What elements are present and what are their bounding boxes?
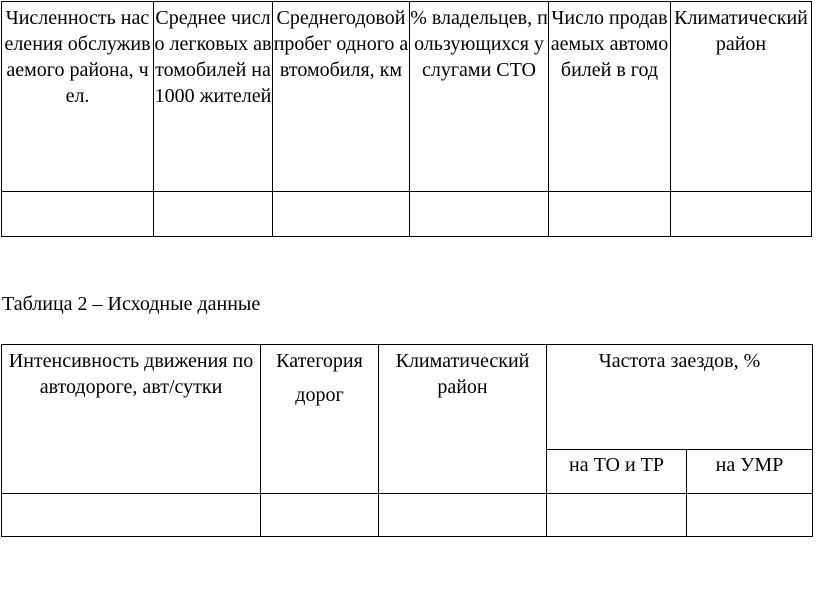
header-population: Численность населения обслуживаемого района, чел. bbox=[4, 7, 151, 107]
subheader-cell-umr bbox=[687, 450, 813, 494]
table-cell bbox=[273, 192, 410, 237]
header-climate: Климатический район bbox=[674, 7, 808, 55]
header-cell-climate-region bbox=[379, 345, 547, 494]
table-header-row bbox=[2, 2, 812, 192]
header-cell-cars-sold bbox=[549, 2, 671, 192]
header-road-category-line1: Категория bbox=[276, 350, 363, 372]
table-cell bbox=[547, 494, 687, 537]
subheader-to-tr: на ТО и ТР bbox=[568, 454, 665, 476]
header-sto-owners: % владельцев, пользующихся услугами СТО bbox=[410, 7, 548, 81]
table-cell bbox=[154, 192, 273, 237]
table-cell bbox=[379, 494, 547, 537]
header-cell-climate bbox=[671, 2, 812, 192]
table-cell bbox=[2, 494, 261, 537]
table-cell bbox=[549, 192, 671, 237]
header-cell-sto-owners bbox=[410, 2, 549, 192]
header-annual-mileage: Среднегодовой пробег одного автомобиля, км bbox=[273, 7, 409, 81]
header-cars-per-1000: Среднее число легковых автомобилей на 1000 жителей bbox=[154, 7, 272, 107]
table-cell bbox=[410, 192, 549, 237]
header-road-category-line2: дорог bbox=[295, 384, 344, 406]
table-cell bbox=[261, 494, 379, 537]
header-cars-sold: Число продаваемых автомобилей в год bbox=[550, 7, 669, 81]
table-cell bbox=[687, 494, 813, 537]
header-cell-cars-per-1000 bbox=[154, 2, 273, 192]
table-header-row bbox=[2, 345, 813, 450]
header-cell-population bbox=[2, 2, 154, 192]
table-row bbox=[2, 192, 812, 237]
subheader-umr: на УМР bbox=[715, 454, 784, 476]
header-intensity: Интенсивность движения по автодороге, авт/сутки bbox=[8, 350, 254, 398]
header-cell-road-category bbox=[261, 345, 379, 494]
table-cell bbox=[2, 192, 154, 237]
header-frequency: Частота заездов, % bbox=[598, 350, 761, 372]
header-cell-frequency bbox=[547, 345, 813, 450]
subheader-cell-to-tr bbox=[547, 450, 687, 494]
table-caption: Таблица 2 – Исходные данные bbox=[2, 293, 261, 315]
header-cell-intensity bbox=[2, 345, 261, 494]
table-row bbox=[2, 494, 813, 537]
table-source-parameters bbox=[1, 1, 812, 237]
table-initial-data bbox=[1, 344, 813, 537]
header-cell-annual-mileage bbox=[273, 2, 410, 192]
table-cell bbox=[671, 192, 812, 237]
header-climate-region: Климатический район bbox=[395, 350, 530, 398]
